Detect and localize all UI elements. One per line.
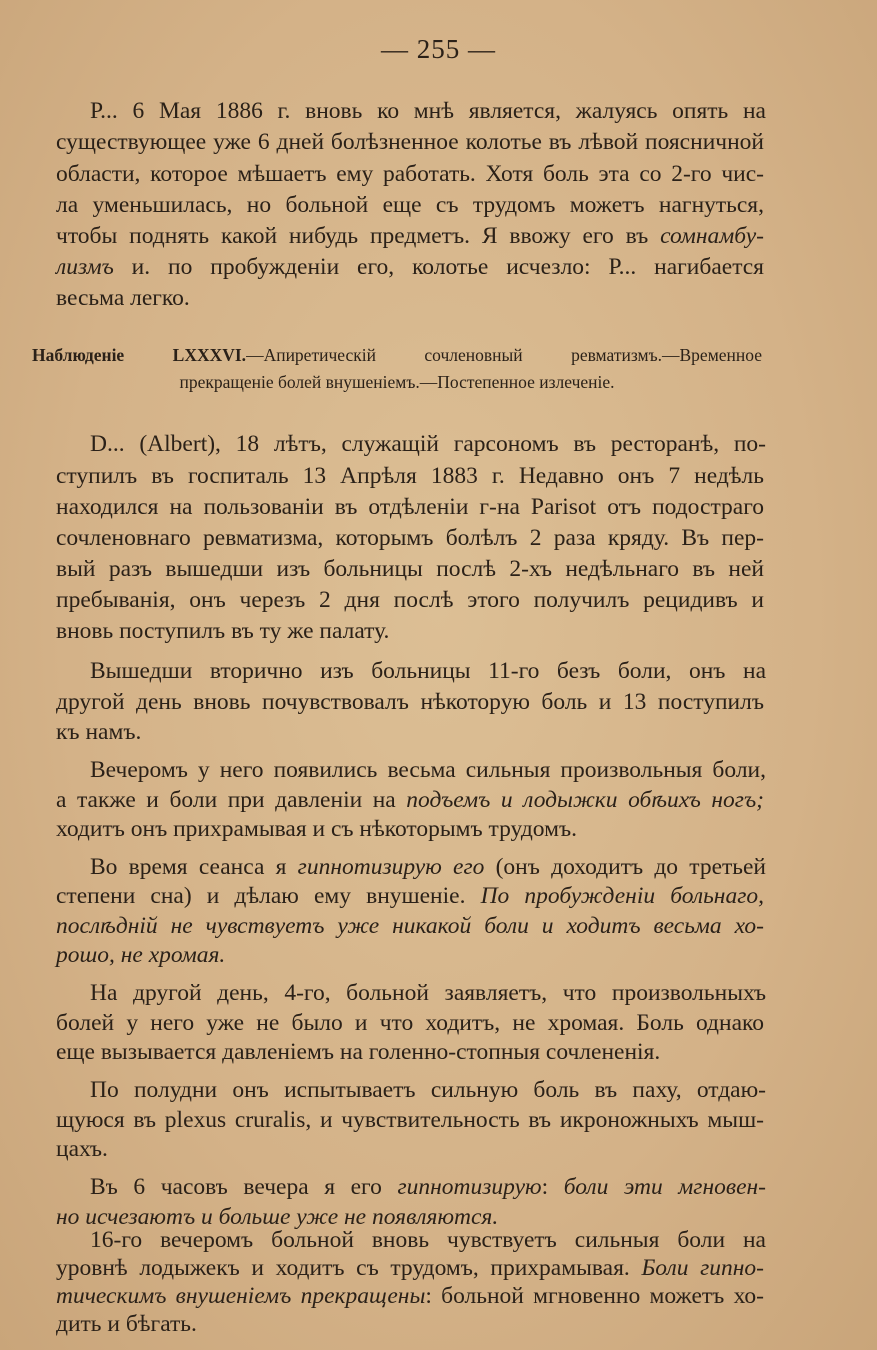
text-line: болей у него уже не было и что ходитъ, не хромая. Боль однако [56,1010,764,1036]
text-line: цахъ. [56,1136,108,1162]
text-line: тическимъ внушеніемъ прекращены: больной мгновенно можетъ хо- [56,1283,764,1309]
text-line: къ намъ. [56,719,142,745]
text-line: рошо, не хромая. [56,942,226,968]
text-line: Въ 6 часовъ вечера я его гипнотизирую: боли эти мгновен- [90,1174,766,1200]
text-line: области, которое мѣшаетъ ему работать. Хотя боль эта со 2-го чис- [56,161,764,187]
text-line: пребыванія, онъ черезъ 2 дня послѣ этого получилъ рецидивъ и [56,587,764,613]
text-line: D... (Albert), 18 лѣтъ, служащій гарсономъ въ ресторанѣ, по- [90,431,766,457]
text-line: ступилъ въ госпиталь 13 Апрѣля 1883 г. Недавно онъ 7 недѣль [56,463,764,489]
text-line: ла уменьшилась, но больной еще съ трудомъ можетъ нагнуться, [56,192,764,218]
text-line: существующее уже 6 дней болѣзненное колотье въ лѣвой поясничной [56,129,764,155]
text-line: дить и бѣгать. [56,1311,197,1337]
text-line: а также и боли при давленіи на подъемъ и лодыжки обѣихъ ногъ; [56,787,764,813]
text-line: но исчезаютъ и больше уже не появляются. [56,1204,499,1230]
text-line: Во время сеанса я гипнотизирую его (онъ доходитъ до третьей [90,854,767,880]
page-number: — 255 — [381,34,496,64]
text-line: другой день вновь почувствовалъ нѣкоторую боль и 13 поступилъ [56,689,764,715]
text-line: степени сна) и дѣлаю ему внушеніе. По пробужденіи больнаго, [56,883,765,909]
text-line: 16-го вечеромъ больной вновь чувствуетъ сильныя боли на [90,1227,766,1253]
text-line: По полудни онъ испытываетъ сильную боль въ паху, отдаю- [90,1077,766,1103]
text-line: Вышедши вторично изъ больницы 11-го безъ боли, онъ на [90,658,766,684]
text-line: весьма легко. [56,285,190,311]
text-line: Р... 6 Мая 1886 г. вновь ко мнѣ является, жалуясь опять на [90,98,766,124]
text-line: вновь поступилъ въ ту же палату. [56,618,390,644]
text-line: ходитъ онъ прихрамывая и съ нѣкоторымъ трудомъ. [56,816,577,842]
text-line: чтобы поднять какой нибудь предметъ. Я ввожу его въ сомнамбу- [56,223,764,249]
observation-subheading: прекращеніе болей внушеніемъ.—Постепенное излеченіе. [179,372,615,392]
text-line: сочленовнаго ревматизма, которымъ болѣлъ 2 раза кряду. Въ пер- [56,525,764,551]
text-line: Вечеромъ у него появились весьма сильныя произвольныя боли, [90,757,766,783]
text-line: уровнѣ лодыжекъ и ходитъ съ трудомъ, прихрамывая. Боли гипно- [56,1255,764,1281]
text-line: вый разъ вышедши изъ больницы послѣ 2-хъ недѣльнаго въ ней [56,556,764,582]
text-line: лизмъ и. по пробужденіи его, колотье исчезло: Р... нагибается [56,254,764,280]
text-line: На другой день, 4-го, больной заявляетъ, что произвольныхъ [90,980,766,1006]
observation-heading: Наблюденіе LXXXVI.—Апиретическій сочленовный ревматизмъ.—Временное [32,345,762,365]
text-line: находился на пользованіи въ отдѣленіи г-на Parisot отъ подостраго [56,494,764,520]
text-line: щуюся въ plexus cruralis, и чувствительность въ икроножныхъ мыш- [56,1107,764,1133]
text-line: еще вызывается давленіемъ на голенно-стопныя сочлененія. [56,1039,661,1065]
text-line: послѣдній не чувствуетъ уже никакой боли и ходитъ весьма хо- [56,913,764,939]
